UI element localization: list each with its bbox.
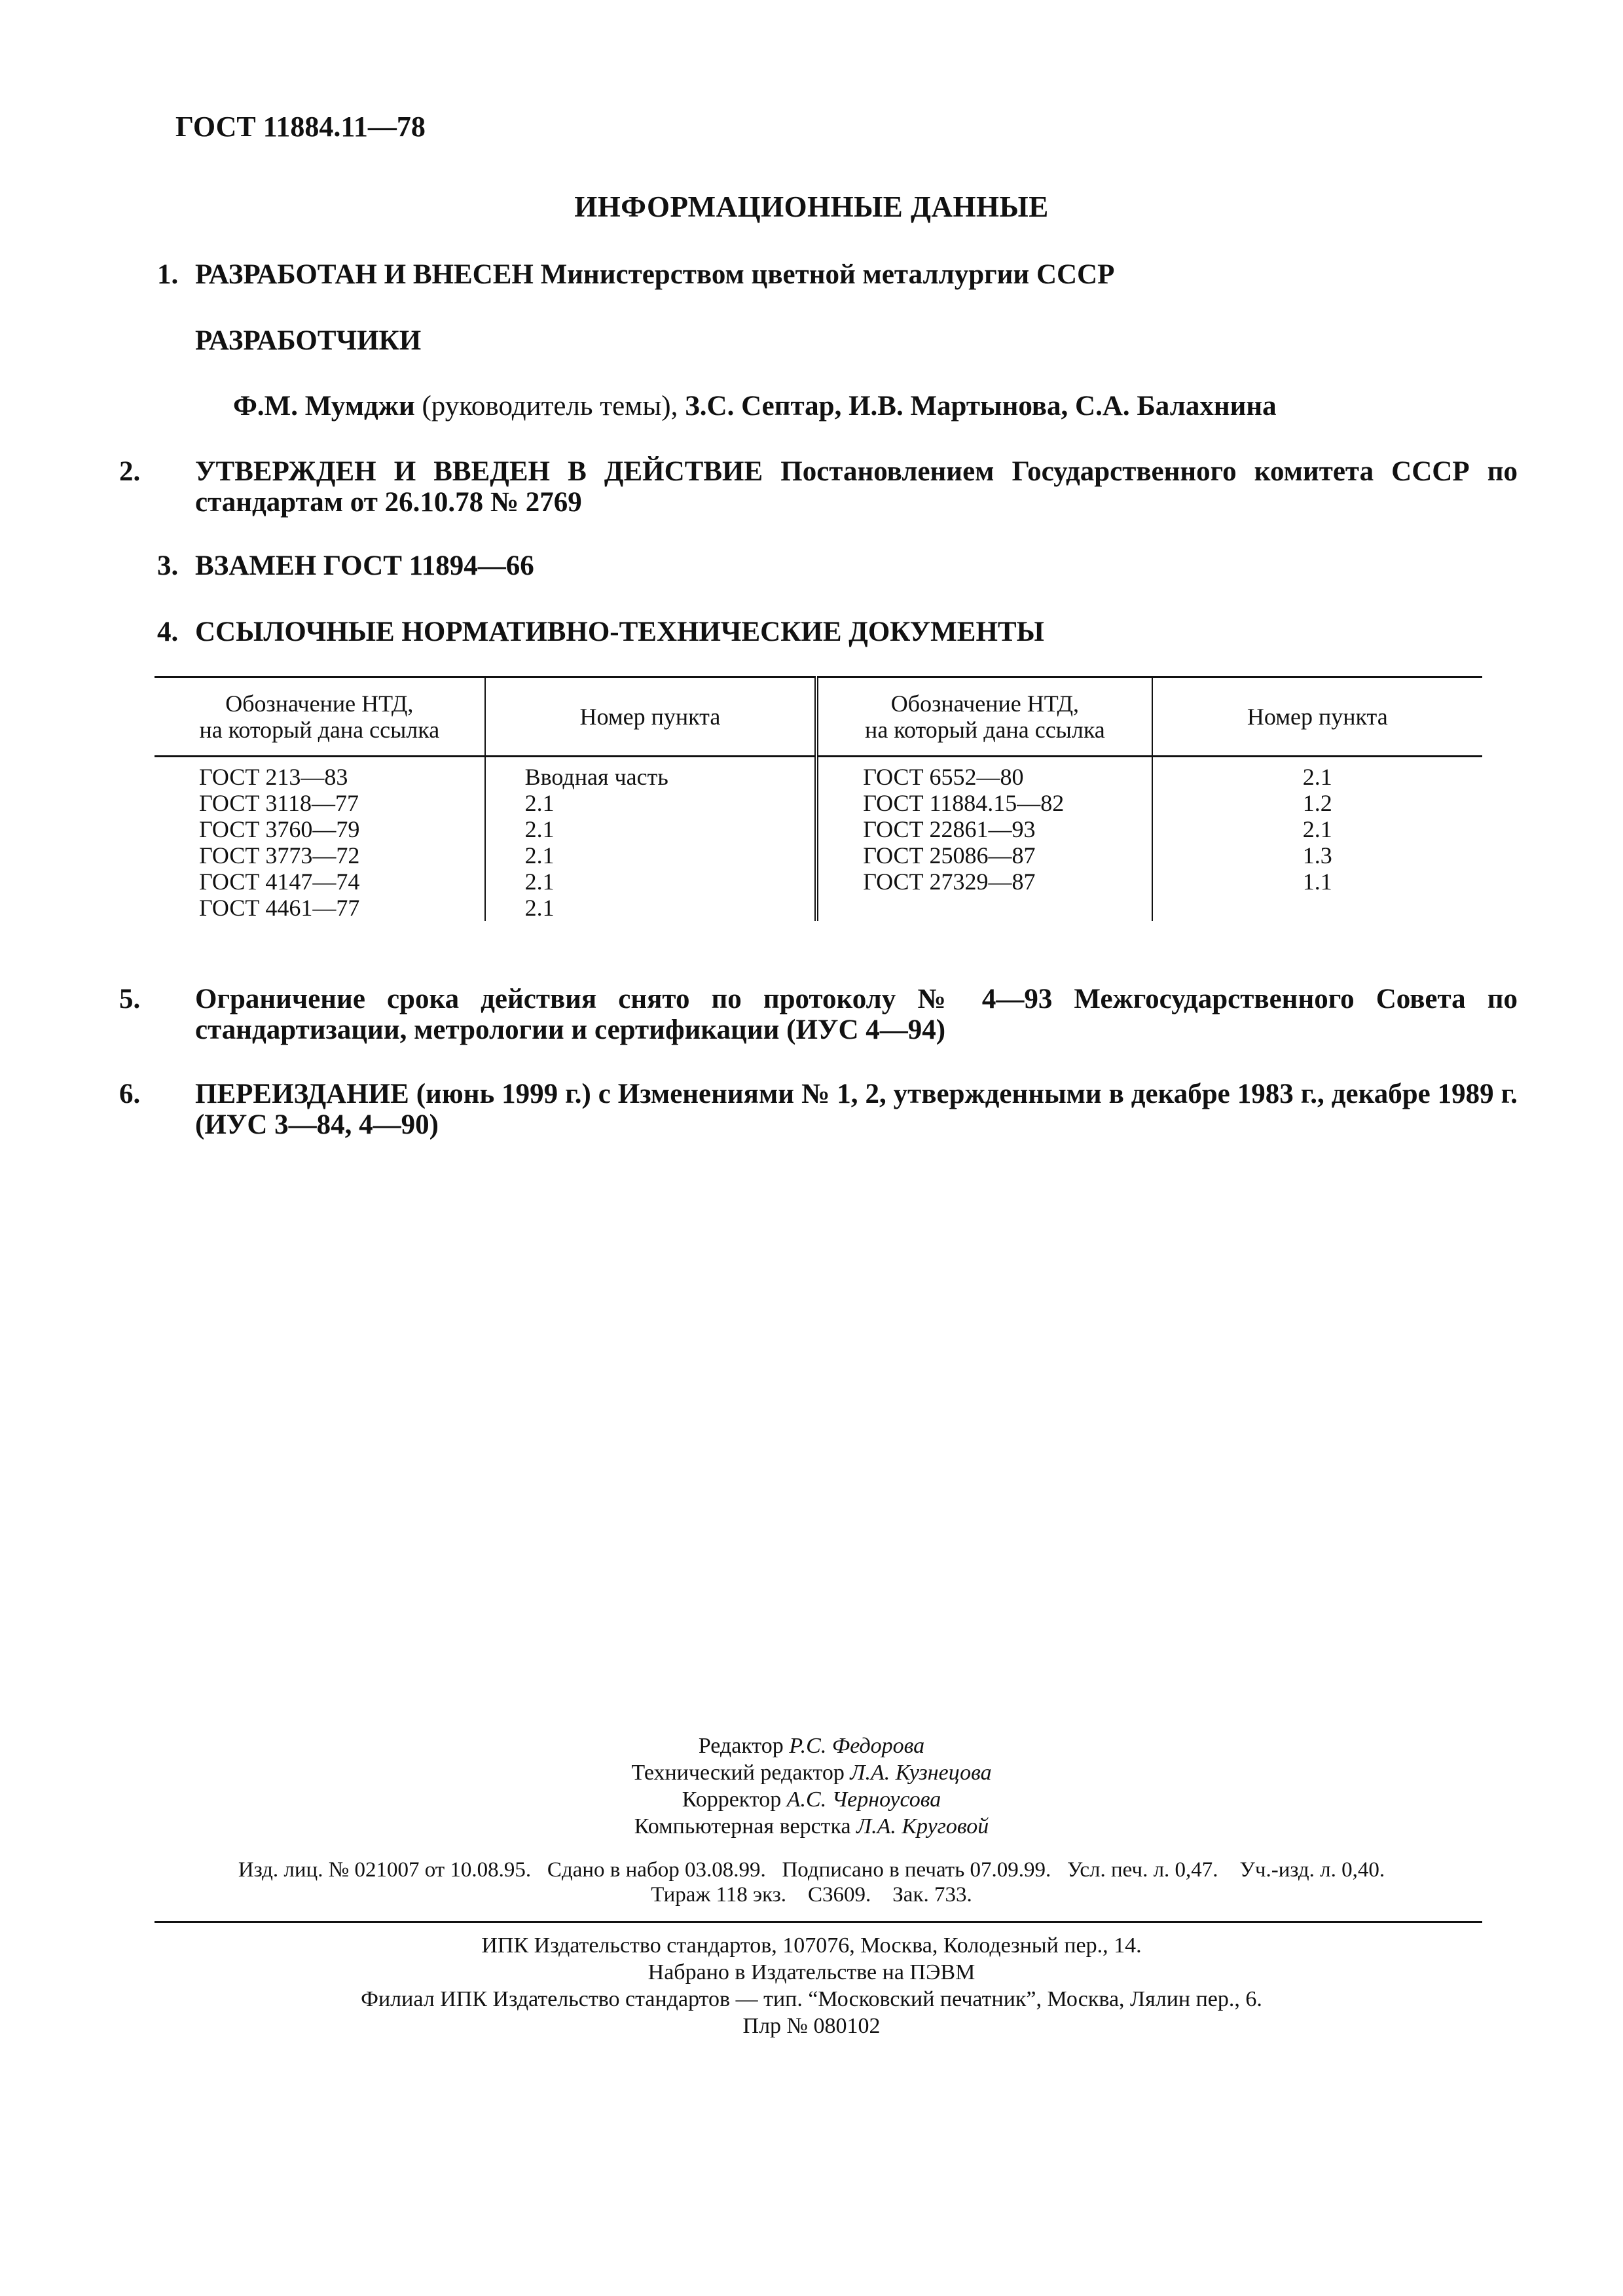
editorial-credits — [0, 1732, 1623, 1840]
table-row — [155, 790, 1482, 816]
item-number: 1. — [157, 259, 179, 290]
table-cell: Вводная часть — [485, 757, 817, 791]
column-header-clause: Номер пункта — [1152, 677, 1482, 757]
divider — [155, 1921, 1482, 1923]
item-6 — [119, 1079, 1518, 1140]
table-cell: ГОСТ 25086—87 — [816, 842, 1152, 869]
table-row — [155, 842, 1482, 869]
imprint — [0, 1857, 1623, 1907]
item-text: ВЗАМЕН ГОСТ 11894—66 — [195, 550, 534, 581]
column-header-clause: Номер пункта — [485, 677, 817, 757]
item-number: 2. — [119, 456, 141, 487]
table-cell — [816, 895, 1152, 921]
table-cell: ГОСТ 3760—79 — [155, 816, 485, 842]
item-5 — [119, 984, 1518, 1045]
item-number: 4. — [157, 617, 179, 647]
item-text: ПЕРЕИЗДАНИЕ (июнь 1999 г.) с Изменениями № 1, 2, утвержденными в декабре 1983 г., декабре 1989 г. (ИУС 3—84, 4—90) — [195, 1079, 1518, 1140]
credit-role: Корректор — [682, 1787, 787, 1812]
page-title: ИНФОРМАЦИОННЫЕ ДАННЫЕ — [574, 190, 1049, 223]
credit-name: Р.С. Федорова — [789, 1734, 925, 1758]
table-header-row — [155, 677, 1482, 757]
developers-heading: РАЗРАБОТЧИКИ — [195, 325, 422, 356]
item-text: УТВЕРЖДЕН И ВВЕДЕН В ДЕЙСТВИЕ Постановлением Государственного комитета СССР по стандартам от 26.10.78 № 2769 — [195, 456, 1518, 518]
item-3 — [157, 550, 1480, 581]
developers-list — [233, 390, 1277, 422]
item-number: 5. — [119, 984, 141, 1014]
publisher-info — [0, 1932, 1623, 2039]
item-number: 6. — [119, 1079, 141, 1109]
table-row — [155, 816, 1482, 842]
references-table — [155, 676, 1482, 921]
imprint-line: Тираж 118 экз. С3609. Зак. 733. — [651, 1883, 972, 1907]
item-number: 3. — [157, 550, 179, 581]
item-2 — [119, 456, 1518, 518]
table-cell: 2.1 — [485, 842, 817, 869]
table-cell: 2.1 — [485, 790, 817, 816]
credit-line — [0, 1759, 1623, 1786]
table-cell: 2.1 — [1302, 764, 1332, 790]
imprint-line: Изд. лиц. № 021007 от 10.08.95. Сдано в набор 03.08.99. Подписано в печать 07.09.99. Усл. печ. л. 0,47. Уч.-изд. л. 0,40. — [238, 1858, 1385, 1882]
table-cell: 2.1 — [485, 816, 817, 842]
credit-name: Л.А. Круговой — [856, 1814, 989, 1839]
table-cell: 1.2 — [1302, 790, 1332, 816]
publisher-line: Плр № 080102 — [742, 2014, 881, 2038]
credit-line — [0, 1786, 1623, 1813]
table-cell: ГОСТ 11884.15—82 — [816, 790, 1152, 816]
table-cell: ГОСТ 4147—74 — [155, 869, 485, 895]
item-1 — [157, 259, 1480, 290]
table-cell: ГОСТ 22861—93 — [816, 816, 1152, 842]
column-header-doc: Обозначение НТД, на который дана ссылка — [155, 677, 485, 757]
table-cell: ГОСТ 3773—72 — [155, 842, 485, 869]
table-cell: ГОСТ 213—83 — [155, 757, 485, 791]
column-header-doc: Обозначение НТД, на который дана ссылка — [816, 677, 1152, 757]
table-cell: ГОСТ 6552—80 — [816, 757, 1152, 791]
publisher-line: Филиал ИПК Издательство стандартов — тип. “Московский печатник”, Москва, Лялин пер., 6. — [361, 1987, 1262, 2011]
table-cell: 1.3 — [1302, 842, 1332, 869]
credit-role: Редактор — [698, 1734, 790, 1758]
credit-line — [0, 1813, 1623, 1840]
table-cell: 2.1 — [485, 869, 817, 895]
lead-developer: Ф.М. Мумджи — [233, 391, 415, 422]
table-cell: ГОСТ 4461—77 — [155, 895, 485, 921]
credit-line — [0, 1732, 1623, 1759]
table-cell: 2.1 — [1302, 816, 1332, 842]
document-code: ГОСТ 11884.11—78 — [175, 111, 426, 143]
item-text: РАЗРАБОТАН И ВНЕСЕН Министерством цветной металлургии СССР — [195, 259, 1115, 290]
table-cell: 1.1 — [1302, 869, 1332, 895]
table-cell: ГОСТ 27329—87 — [816, 869, 1152, 895]
table-cell: ГОСТ 3118—77 — [155, 790, 485, 816]
table-cell: 2.1 — [485, 895, 817, 921]
credit-role: Технический редактор — [631, 1761, 850, 1785]
item-text: Ограничение срока действия снято по протоколу № 4—93 Межгосударственного Совета по стандартизации, метрологии и сертификации (ИУС 4—94) — [195, 984, 1518, 1045]
publisher-line: Набрано в Издательстве на ПЭВМ — [647, 1960, 976, 1984]
lead-role: (руководитель темы), — [414, 391, 685, 422]
credit-name: А.С. Черноусова — [786, 1787, 941, 1812]
table-row — [155, 757, 1482, 791]
item-4 — [157, 617, 1480, 647]
item-text: ССЫЛОЧНЫЕ НОРМАТИВНО-ТЕХНИЧЕСКИЕ ДОКУМЕНТЫ — [195, 617, 1044, 647]
other-developers: З.С. Септар, И.В. Мартынова, С.А. Балахнина — [685, 391, 1277, 422]
table-cell — [1152, 895, 1482, 921]
table-row — [155, 869, 1482, 895]
publisher-line: ИПК Издательство стандартов, 107076, Москва, Колодезный пер., 14. — [481, 1933, 1142, 1958]
credit-role: Компьютерная верстка — [634, 1814, 857, 1839]
credit-name: Л.А. Кузнецова — [850, 1761, 992, 1785]
table-row — [155, 895, 1482, 921]
